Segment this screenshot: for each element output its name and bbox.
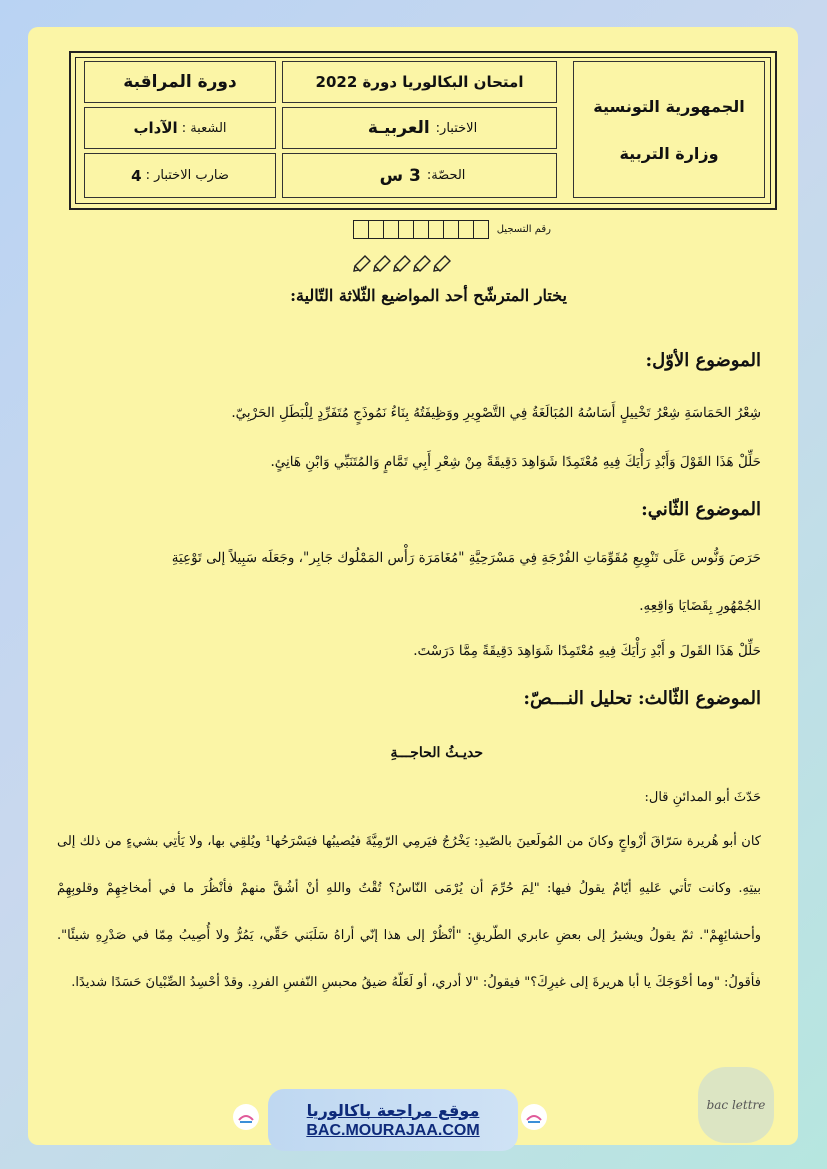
ministry-cell [573, 61, 765, 198]
branch-label: الشعبة : [181, 120, 227, 136]
branch-value: الآداب [133, 119, 178, 137]
topic2-title: الموضوع الثّاني: [641, 499, 761, 520]
passage-title: حديـثُ الحاجـــةِ [390, 745, 483, 761]
pencils-icon [352, 250, 462, 272]
republic-label: الجمهورية التونسية [593, 96, 745, 116]
time-label: الحصّة: [426, 168, 466, 183]
coef-cell [84, 153, 276, 198]
site-name-ar[interactable]: موقع مراجعة باكالوريا [306, 1100, 480, 1120]
site-logo-icon-right [520, 1103, 548, 1131]
topic3-title: الموضوع الثّالث: تحليل النـــصّ: [523, 688, 761, 709]
registration-label: رقم التسجيل [496, 224, 551, 235]
passage-intro: حَدّثَ أبو المدائنِ قال: [644, 790, 761, 805]
topic1-title: الموضوع الأوّل: [645, 350, 761, 371]
instruction: يختار المترشّح أحد المواضيع الثّلاثة التّالية: [290, 286, 567, 305]
test-cell [282, 107, 557, 149]
time-cell [282, 153, 557, 198]
registration-field [353, 220, 551, 239]
ministry-label: وزارة التربية [619, 143, 719, 163]
time-value: 3 س [379, 165, 421, 186]
coef-value: 4 [131, 166, 142, 185]
topic1-statement: شِعْرُ الحَمَاسَةِ شِعْرُ تَخْييلٍ أَسَاسُهُ المُبَالَغَةُ فِي التَّصْوِيرِ ووَظِيفَتُهُ بِنَاءُ نَمُوذَجٍ مُتَفَرِّدٍ لِلْبَطَلِ الحَرْبِيّ. [231, 405, 761, 421]
test-label: الاختبار: [435, 120, 478, 136]
passage-text: كان أبو هُريرة سَرّاقَ أزْواجٍ وكانَ من المُولَعينَ بالصّيدِ: يَخْرُجُ فيَرمِي الرّمِيَّةَ فيُصيبُها فيَسْرَحُها¹ ويُلقِي بها، ولا يَأتِي بشيءٍ من ذلك إلى بيتِهِ. وكانت تَأتي عَليهِ أيّامٌ يقولُ فيها: "لِمَ حُرِّمَ أن يُرْمَى النّاسُ؟ تُقْتُ واللهِ أنْ أشُقَّ منهمْ فأنْظُرَ ما في أمخاخِهِمْ وقلوبِهِمْ وأحشائِهِمْ". ثمّ يقولُ ويشيرُ إلى بعضِ عابري الطّريقِ: "أنْظُرْ إلى هذا إنّي أراهُ سَلَبَني حَقِّي، يَمُرُّ ولا أُصِيبُ مِمّا في صَدْرِهِ شيئًا". فأقولُ: "وما أحْوَجَكَ يا أبا هريرةَ إلى غيرِكَ؟" فيقولُ: "لا أدري، أو لَعَلّهُ ضيقُ محبسِ النّفسِ الفردِ. وقدْ أحْسِدُ الصِّبْيانَ حَسَدًا شديدًا. [57, 834, 761, 990]
test-value: العربيـة [367, 118, 430, 138]
coef-label: ضارب الاختبار : [145, 168, 229, 183]
topic2-task: حَلِّلْ هَذَا القَولَ و أَبْدِ رَأْيَكَ فِيهِ مُعْتَمِدًا شَوَاهِدَ دَقِيقَةً مِمَّا دَرَسْتَ. [413, 643, 761, 659]
exam-title: امتحان البكالوريا دورة 2022 [282, 61, 557, 103]
site-banner[interactable] [268, 1089, 518, 1151]
registration-boxes[interactable] [353, 220, 489, 239]
bac-lettre-stamp: bac lettre [698, 1067, 774, 1143]
topic2-statement: حَرَصَ وَنُّوس عَلَى تَنْوِيعِ مُقَوِّمَاتِ الفُرْجَةِ فِي مَسْرَحِيَّةِ "مُغَامَرَة رَأْس المَمْلُوك جَابِر"، وجَعَلَه سَبِيلاً إلى تَوْعِيَةِ [171, 550, 761, 566]
site-logo-icon [232, 1103, 260, 1131]
site-url[interactable]: BAC.MOURAJAA.COM [306, 1121, 480, 1139]
topic2-statement-cont: الجُمْهُورِ بِقَضَايَا وَاقِعِهِ. [639, 598, 761, 614]
session-label: دورة المراقبة [84, 61, 276, 103]
topic1-task: حَلِّلْ هَذَا القَوْلَ وَأَبْدِ رَأْيَكَ فِيهِ مُعْتَمِدًا شَوَاهِدَ دَقِيقَةً مِنْ شِعْرِ أَبِي تَمَّامٍ وَالمُتَنَبِّي وَابْنِ هَانِئٍ. [270, 454, 761, 470]
branch-cell [84, 107, 276, 149]
exam-header [69, 51, 777, 210]
